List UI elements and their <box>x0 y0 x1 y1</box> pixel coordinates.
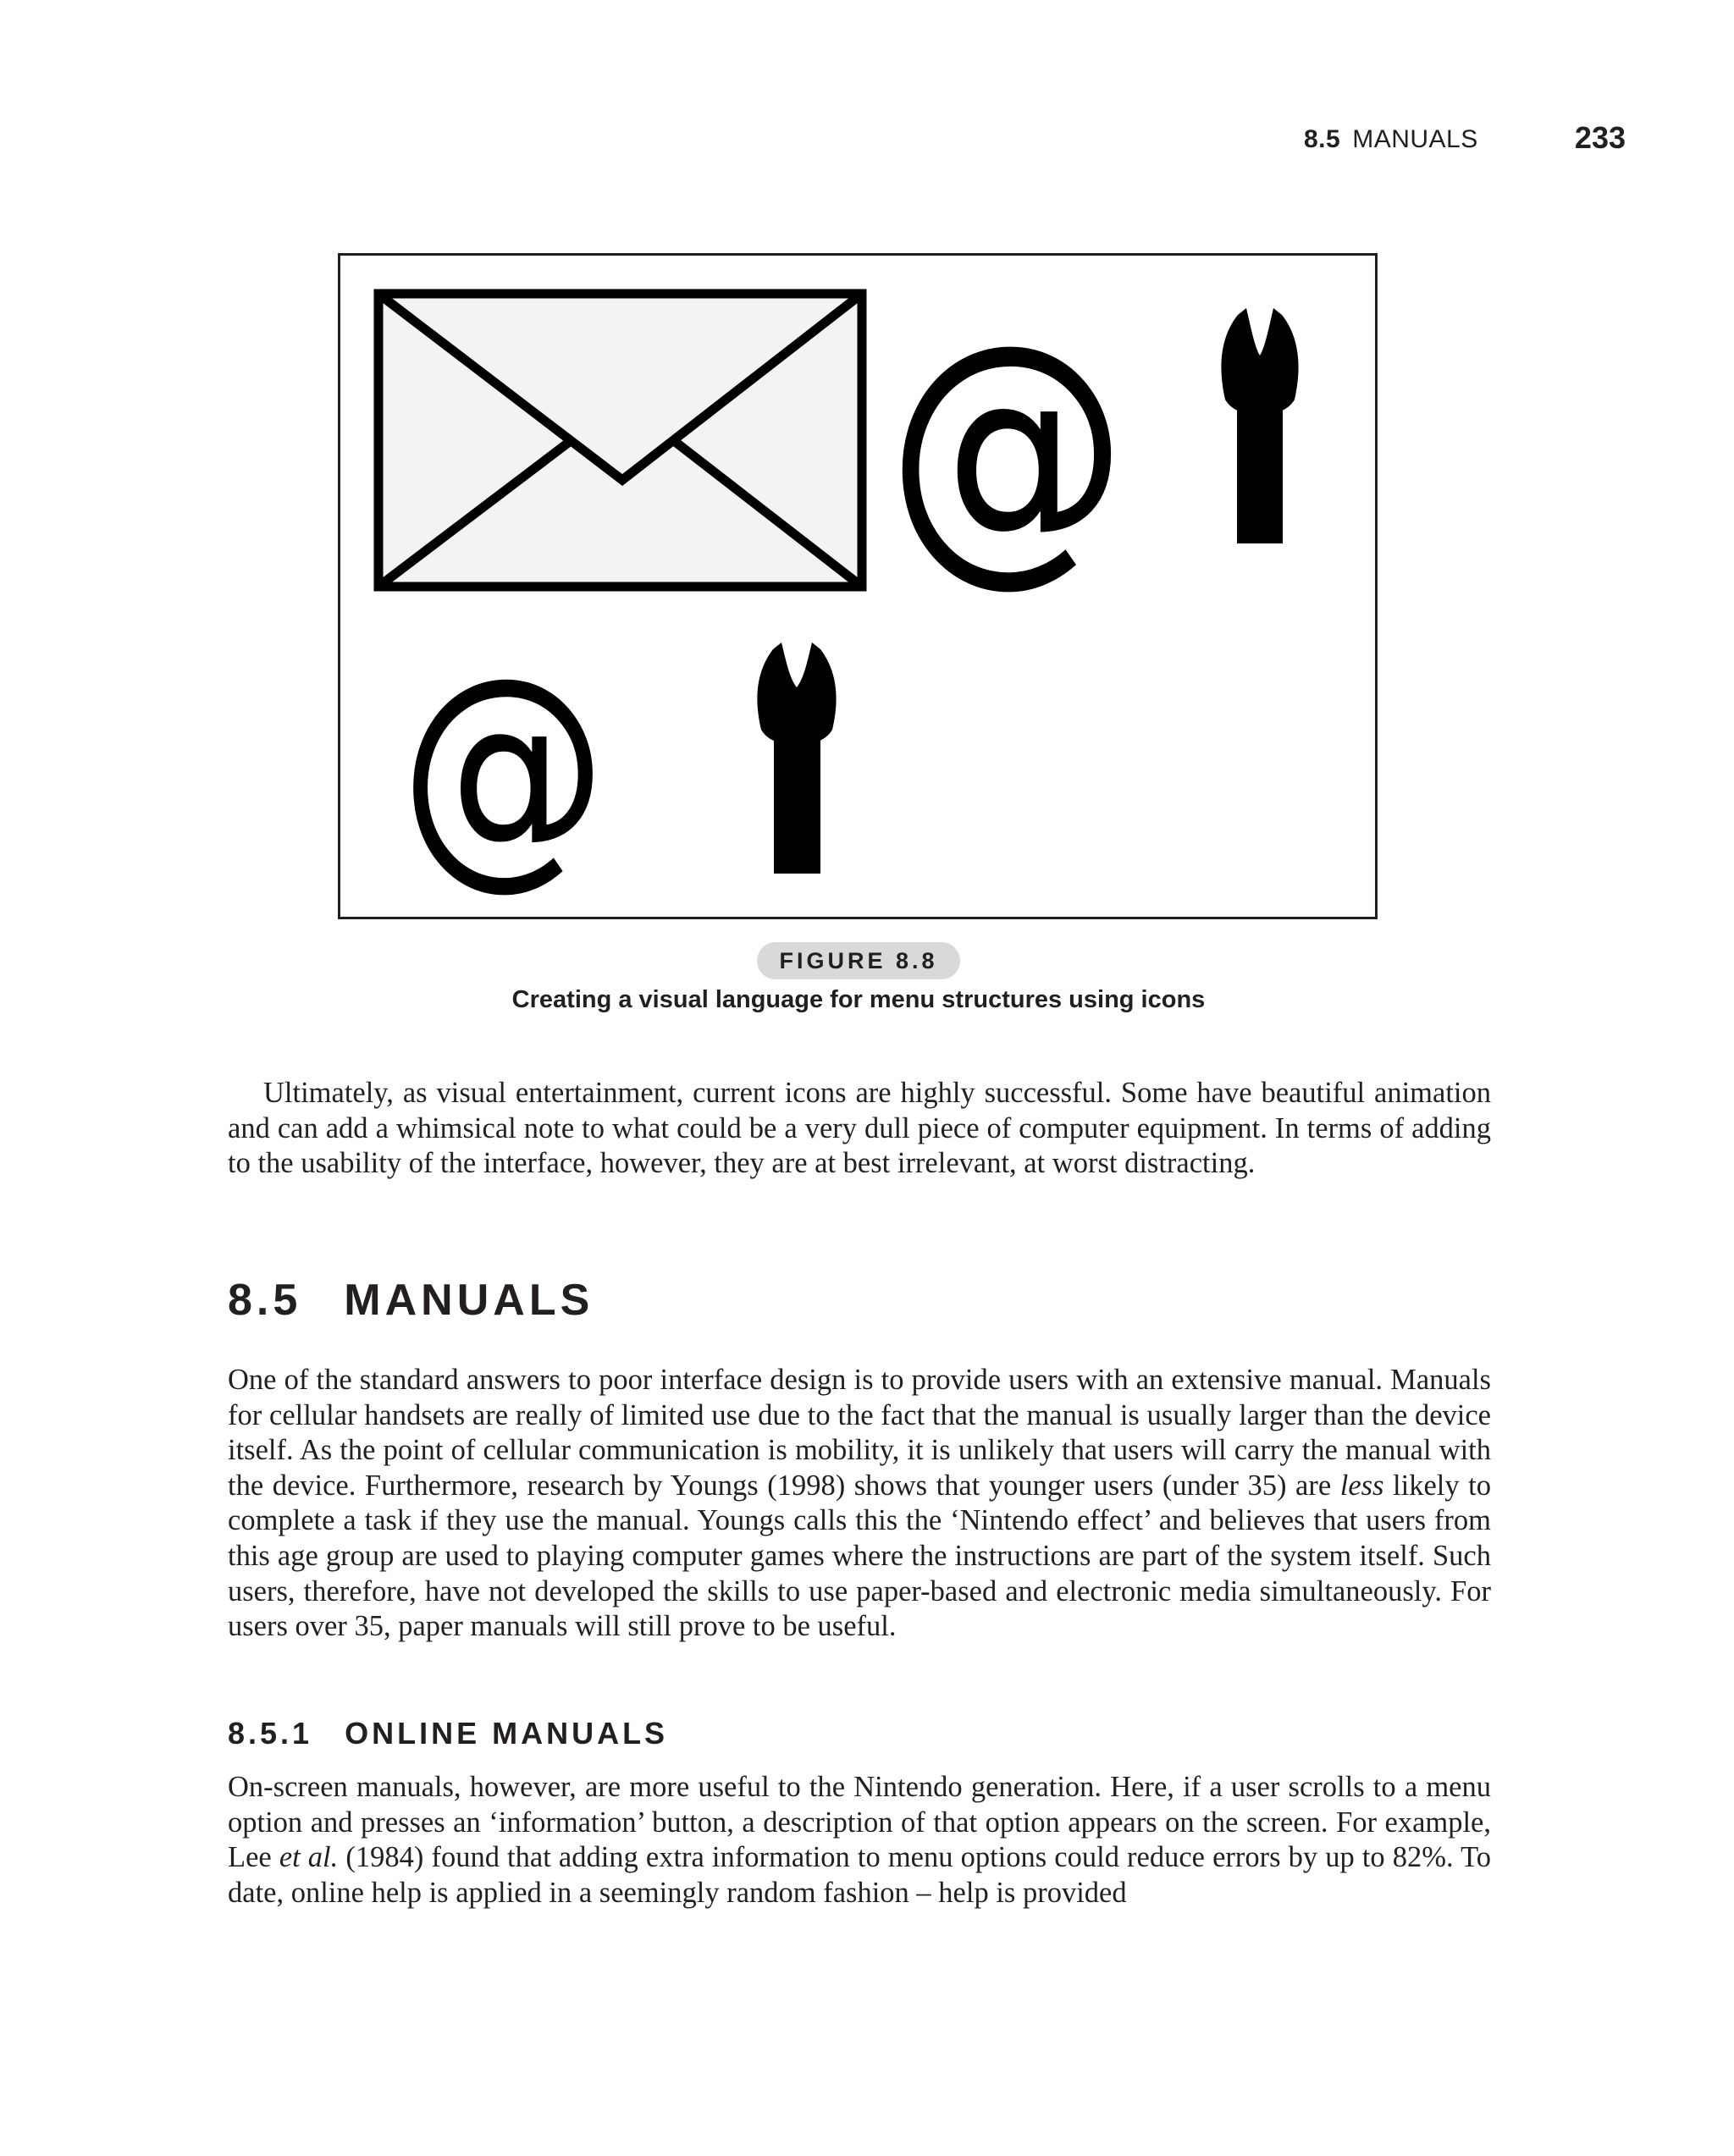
subsection-heading <box>228 1716 668 1751</box>
body-paragraph-3 <box>228 1770 1491 1911</box>
figure-caption: Creating a visual language for menu structures using icons <box>511 986 1206 1013</box>
running-head-section-number: 8.5 <box>1304 125 1341 153</box>
at-sign-icon: @ <box>400 626 607 911</box>
wrench-icon <box>1221 308 1298 543</box>
body-paragraph-2 <box>228 1363 1491 1645</box>
at-sign-icon: @ <box>886 284 1128 609</box>
running-head <box>1185 120 1626 157</box>
paragraph-text: One of the standard answers to poor interface design is to provide users with an extensive manual. Manuals for cellular handsets are really of limited use due to the fact that the manual is usually larger than the device itself. As the point of cellular communication is mobility, it is unlikely that users will carry the manual with the device. Furthermore, research by Youngs (1998) shows that younger users (under 35) are <box>228 1364 1491 1502</box>
paragraph-text: likely to complete a task if they use the manual. Youngs calls this the ‘Nintendo effect’ and believes that users from this age group are used to playing computer games where the instructions are part of the system itself. Such users, therefore, have not developed the skills to use paper-based and electronic media simultaneously. For users over 35, paper manuals will still prove to be useful. <box>228 1469 1491 1643</box>
running-head-section <box>1304 125 1478 154</box>
wrench-icon <box>757 642 836 874</box>
emphasis-text: et al. <box>279 1841 339 1874</box>
envelope-icon <box>378 294 862 587</box>
subsection-number: 8.5.1 <box>228 1716 313 1751</box>
figure-icons <box>340 256 1375 917</box>
subsection-title: ONLINE MANUALS <box>345 1716 669 1751</box>
figure-label: FIGURE 8.8 <box>757 942 960 979</box>
body-paragraph-1: Ultimately, as visual entertainment, current icons are highly successful. Some have beautiful animation and can add a whimsical note to what could be a very dull piece of computer equipment. In terms of adding to the usability of the interface, however, they are at best irrelevant, at worst distracting. <box>228 1077 1491 1180</box>
section-title: MANUALS <box>344 1276 594 1325</box>
figure-8-8 <box>338 253 1378 919</box>
paragraph-text: On-screen manuals, however, are more useful to the Nintendo generation. Here, if a user scrolls to a menu option and presses an ‘information’ button, a description of that option appears on the screen. For example, Lee <box>228 1771 1491 1874</box>
section-heading <box>228 1275 594 1326</box>
emphasis-text: less <box>1339 1469 1384 1502</box>
section-number: 8.5 <box>228 1276 302 1325</box>
paragraph-text: (1984) found that adding extra information to menu options could reduce errors by up to 82%. To date, online help is applied in a seemingly random fashion – help is provided <box>228 1841 1492 1909</box>
running-head-section-title: MANUALS <box>1352 125 1478 153</box>
page-number: 233 <box>1574 120 1626 155</box>
